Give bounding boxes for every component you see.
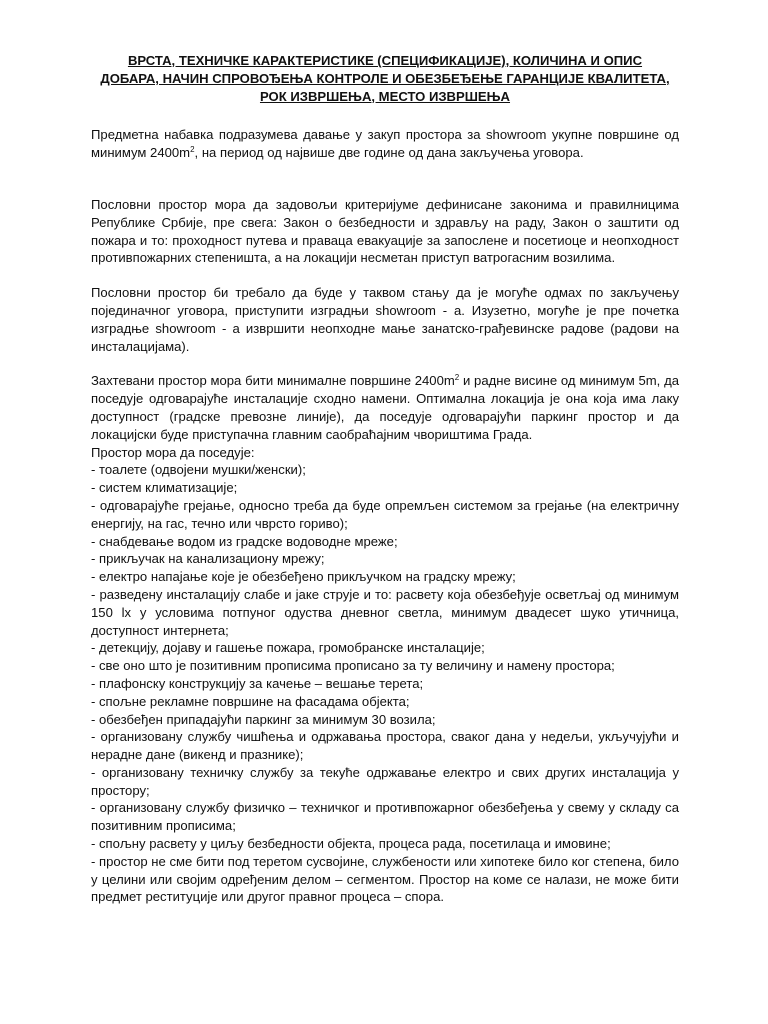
list-item: - организовану службу физичко – техничког и противпожарног обезбеђења у свему у складу са позитивним прописима; bbox=[91, 800, 679, 834]
list-item: - обезбеђен припадајући паркинг за минимум 30 возила; bbox=[91, 711, 436, 727]
legal-paragraph: Пословни простор мора да задовољи критеријуме дефинисане законима и правилницима Републике Србије, пре свега: Закон о безбедности и здрављу на раду, Закон о заштити од пожара и то: проходност путева и праваца евакуације за запослене и посетиоце и неопходност противпожарних степеништа, а на локацији несметан приступ ватрогасним возилима. bbox=[91, 196, 679, 266]
title-line-1: ВРСТА, ТЕХНИЧКЕ КАРАКТЕРИСТИКЕ (СПЕЦИФИКАЦИЈЕ), КОЛИЧИНА И ОПИС bbox=[127, 53, 643, 68]
intro-text: Предметна набавка подразумева давање у закуп простора за showroom укупне површине од минимум 2400m bbox=[91, 127, 679, 161]
condition-paragraph: Пословни простор би требало да буде у таквом стању да је могуће одмах по закључењу појединачног уговора, приступити изградњи showroom - а. Изузетно, могуће је пре почетка изградње showroom - а извршити неопходне мање занатско-грађевинске радове (радови на инсталацијама). bbox=[91, 285, 679, 354]
area-text-end: и радне висине од минимум 5m, да поседује одговарајуће инсталације сходно намени. Оптимална локација је она која има лаку доступност (градске превозне линије), да поседује одговарајући паркинг простор и да локацијски буде приступачна главним саобраћајним чвориштима Града. bbox=[91, 373, 679, 442]
list-item: - организовану службу чишћења и одржавања простора, сваког дана у недељи, укључујући и нерадне дане (викенд и празнике); bbox=[91, 729, 679, 763]
list-item: - електро напајање које је обезбеђено прикључком на градску мрежу; bbox=[91, 569, 516, 585]
list-item: - спољну расвету у циљу безбедности објекта, процеса рада, посетилаца и имовине; bbox=[91, 836, 611, 852]
list-item: - снабдевање водом из градске водоводне мреже; bbox=[91, 533, 398, 549]
document-page bbox=[91, 52, 679, 906]
list-item: - спољне рекламне површине на фасадама објекта; bbox=[91, 693, 410, 709]
list-item: - организовану техничку службу за текуће одржавање електро и свих других инсталација у простору; bbox=[91, 764, 679, 798]
list-item: - тоалете (одвојени мушки/женски); bbox=[91, 462, 306, 478]
spacer bbox=[91, 267, 679, 284]
list-item: - плафонску конструкцију за качење – вешање терета; bbox=[91, 675, 424, 691]
list-heading: Простор мора да поседује: bbox=[91, 444, 255, 460]
area-paragraph bbox=[91, 372, 679, 443]
list-item: - систем климатизације; bbox=[91, 480, 238, 496]
requirements-list bbox=[91, 461, 679, 906]
spacer bbox=[91, 162, 679, 196]
intro-text-end: , на период од највише две године од дана закључења уговора. bbox=[194, 145, 584, 161]
area-text: Захтевани простор мора бити минималне површине 2400m bbox=[91, 373, 455, 389]
title-line-3: РОК ИЗВРШЕЊА, МЕСТО ИЗВРШЕЊА bbox=[259, 88, 511, 104]
list-item: - простор не сме бити под теретом сусвојине, службености или хипотеке било ког степена, било у целини или својим одређеним делом – сегментом. Простор на коме се налази, не може бити предмет реституције или другог правног процеса – спора. bbox=[91, 853, 679, 905]
list-item: - прикључак на канализациону мрежу; bbox=[91, 551, 325, 567]
list-item: - разведену инсталацију слабе и јаке струје и то: расвету која обезбеђује осветљај од минимум 150 lx у условима потпуног одуства дневног светла, минимум двадесет шуко утичница, доступност интернета; bbox=[91, 586, 679, 638]
list-item: - све оно што је позитивним прописима прописано за ту величину и намену простора; bbox=[91, 658, 615, 674]
list-item: - одговарајуће грејање, односно треба да буде опремљен системом за грејање (на електричну енергију, на гас, течно или чврсто гориво); bbox=[91, 497, 679, 531]
area-superscript: 2 bbox=[454, 373, 460, 383]
list-item: - детекцију, дојаву и гашење пожара, громобранске инсталације; bbox=[91, 640, 485, 656]
intro-paragraph bbox=[91, 126, 679, 162]
title-line-2: ДОБАРА, НАЧИН СПРОВОЂЕЊА КОНТРОЛЕ И ОБЕЗБЕЂЕЊЕ ГАРАНЦИЈЕ КВАЛИТЕТА, bbox=[100, 70, 670, 86]
intro-superscript: 2 bbox=[190, 145, 195, 155]
document-title bbox=[91, 52, 679, 105]
spacer bbox=[91, 355, 679, 372]
